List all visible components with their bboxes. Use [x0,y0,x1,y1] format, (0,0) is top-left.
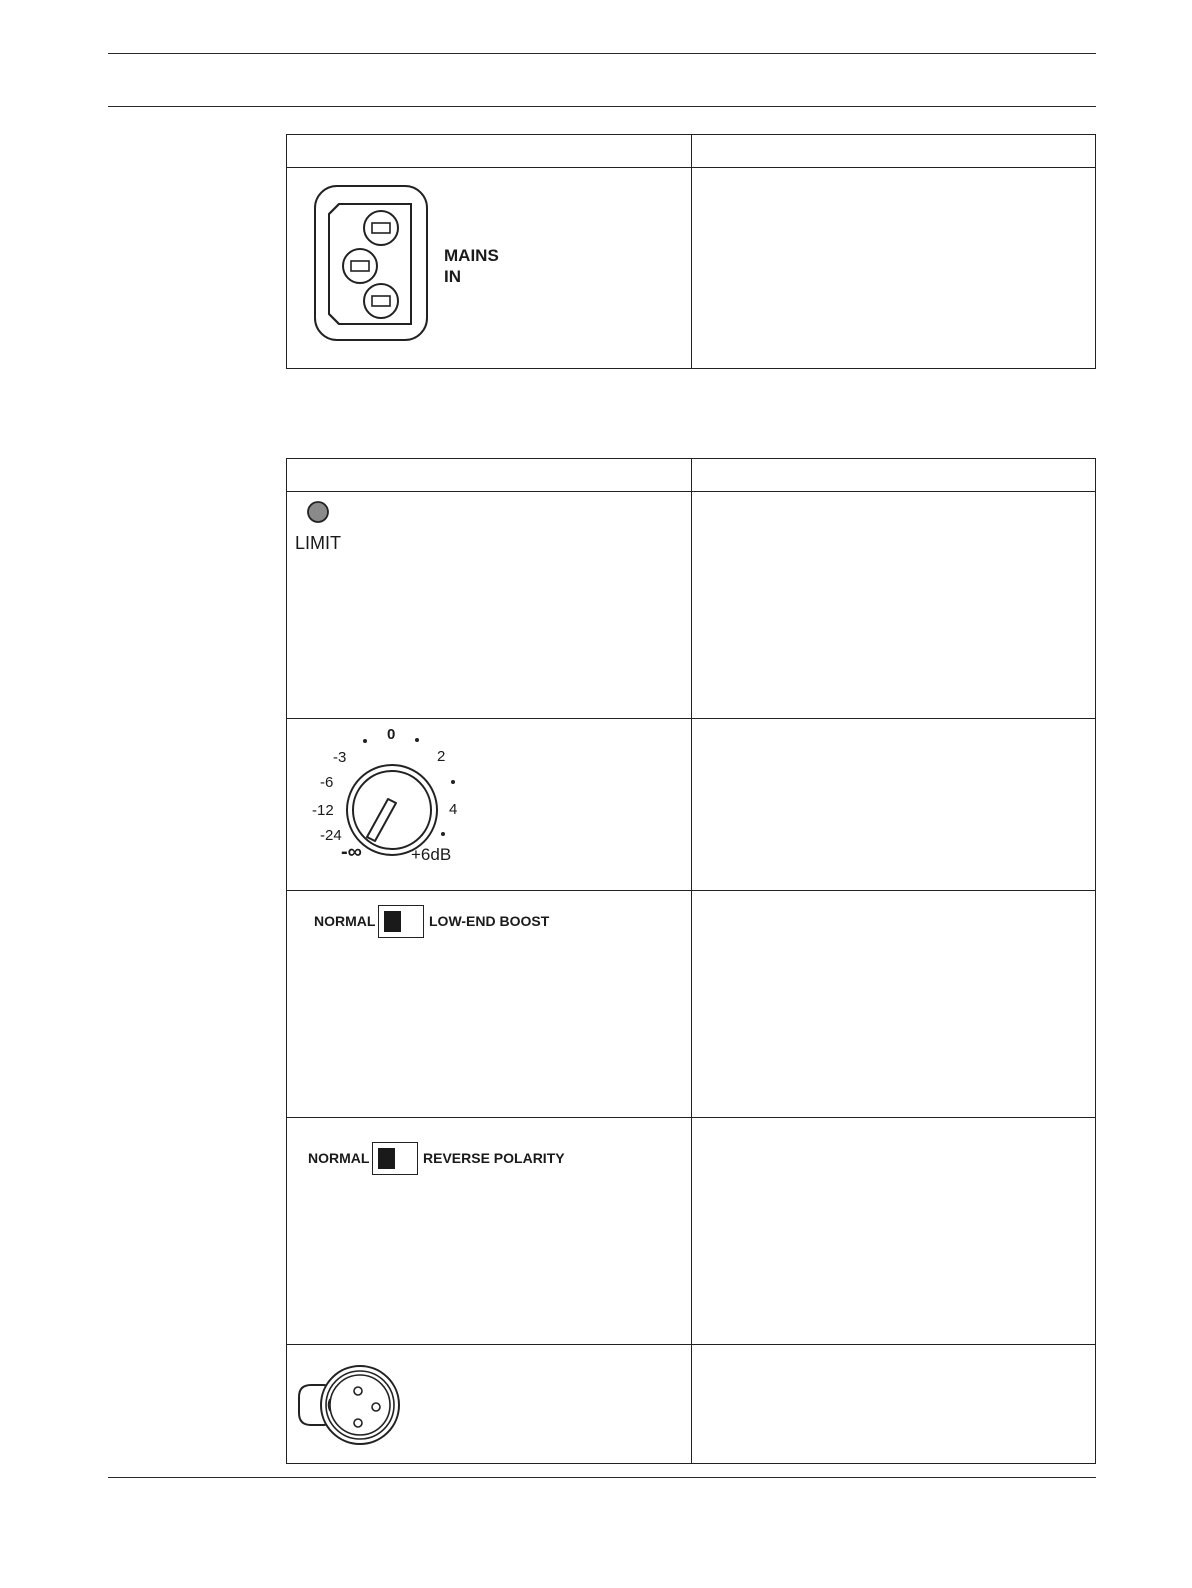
mains-header-left [287,135,692,168]
dial-tick-minus24: -24 [320,827,342,844]
limit-row [287,492,1096,719]
header-rule [108,106,1096,107]
mains-illustration-cell [287,168,692,369]
level-description-cell [692,719,1096,891]
dial-tick-4: 4 [449,801,458,818]
limit-illustration-cell [287,492,692,719]
xlr-description-cell [692,1345,1096,1464]
mains-row [287,168,1096,369]
mains-description-cell [692,168,1096,369]
xlr-connector-icon [287,1345,691,1464]
polarity-switch-knob [378,1148,395,1169]
low-end-illustration-cell [287,891,692,1118]
polarity-row [287,1118,1096,1345]
limit-description-cell [692,492,1096,719]
low-end-normal-label: NORMAL [314,913,376,929]
dial-min-label: -∞ [341,841,362,863]
dial-max-label: +6dB [411,845,452,864]
low-end-description-cell [692,891,1096,1118]
dial-tick-2: 2 [437,748,446,765]
xlr-illustration-cell [287,1345,692,1464]
dial-tick-0: 0 [387,726,396,743]
polarity-normal-label: NORMAL [308,1150,370,1166]
controls-table [286,458,1096,1464]
dial-tick-minus3: -3 [333,749,347,766]
controls-header-right [692,459,1096,492]
dial-tick-minus6: -6 [320,774,334,791]
controls-table-header [287,459,1096,492]
controls-header-left [287,459,692,492]
level-dial-icon [287,719,691,891]
reverse-polarity-switch[interactable] [372,1142,418,1175]
top-rule [108,53,1096,54]
mains-header-right [692,135,1096,168]
reverse-polarity-label: REVERSE POLARITY [423,1150,565,1166]
mains-label-in: IN [444,267,461,286]
bottom-rule [108,1477,1096,1478]
low-end-boost-label: LOW-END BOOST [429,913,550,929]
mains-table-header [287,135,1096,168]
polarity-description-cell [692,1118,1096,1345]
polarity-illustration-cell [287,1118,692,1345]
low-end-row [287,891,1096,1118]
level-illustration-cell [287,719,692,891]
mains-table [286,134,1096,369]
limit-label: LIMIT [295,533,342,553]
dial-tick-minus12: -12 [312,802,334,819]
level-row [287,719,1096,891]
xlr-row [287,1345,1096,1464]
low-end-boost-switch[interactable] [378,905,424,938]
low-end-switch-knob [384,911,401,932]
limit-led-icon [287,492,691,552]
mains-label: MAINS [444,246,499,265]
mains-inlet-icon [287,168,691,369]
